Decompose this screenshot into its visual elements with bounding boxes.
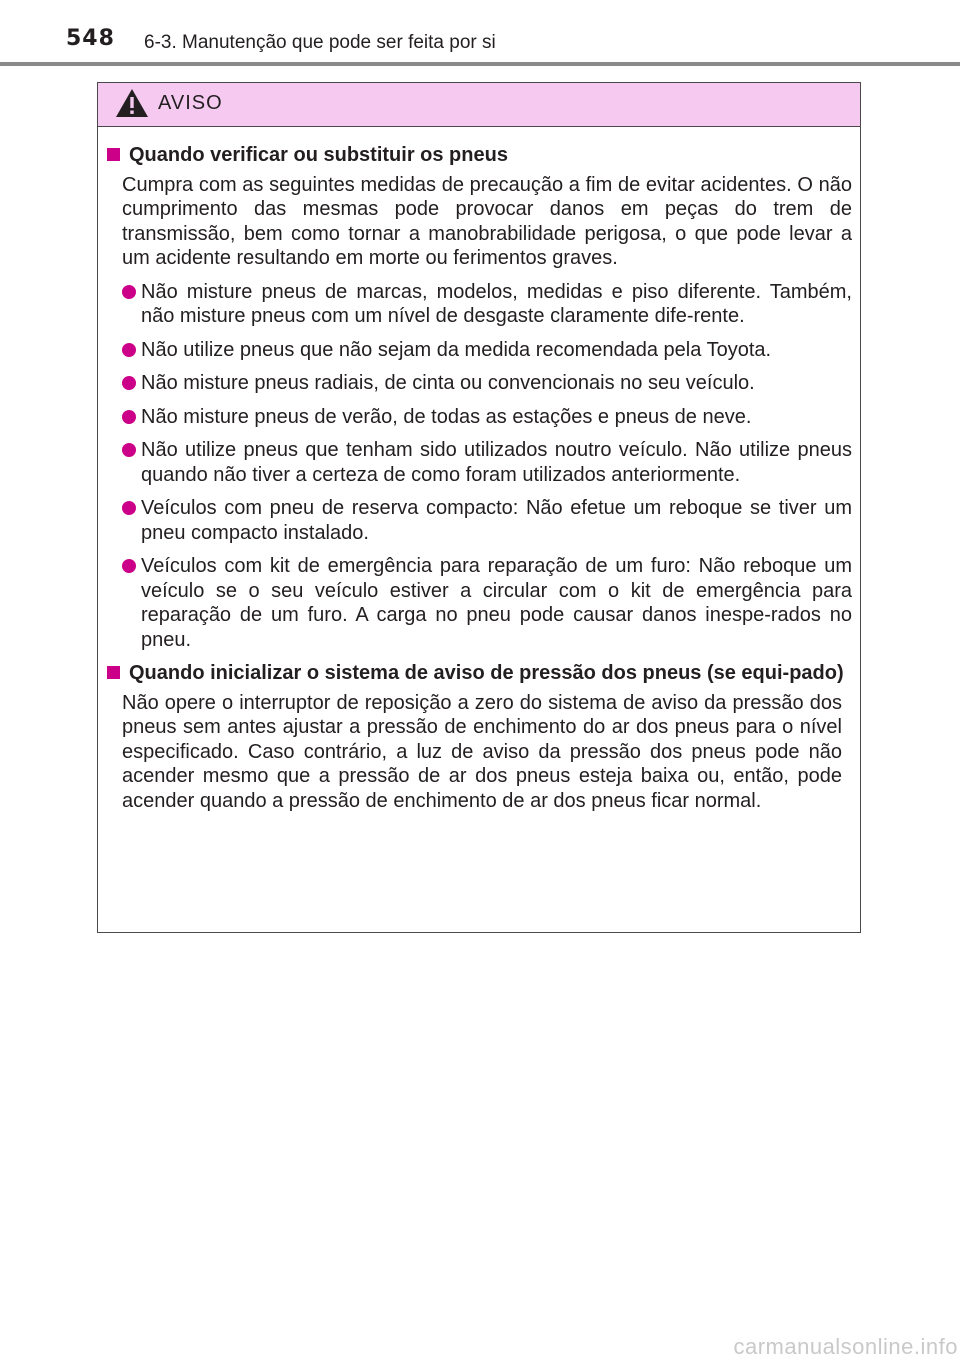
warning-box: [97, 82, 861, 933]
list-item: [106, 338, 852, 363]
warning-title: AVISO: [158, 92, 223, 114]
section-heading-pressure-system: [106, 661, 852, 686]
section-title: 6-3. Manutenção que pode ser feita por si: [144, 32, 496, 53]
list-item-text: Veículos com kit de emergência para reparação de um furo: Não reboque um veículo se o seu veículo estiver a circular com o kit de emergência para reparação de um furo. A carga no pneu pode causar danos inespe-rados no pneu.: [141, 555, 852, 651]
pressure-paragraph: Não opere o interruptor de reposição a zero do sistema de aviso da pressão dos pneus sem antes ajustar a pressão de enchimento do ar dos pneus para o nível especificado. Caso contrário, a luz de aviso da pressão dos pneus pode não acender mesmo que a pressão de ar dos pneus esteja baixa ou, então, pode acender quando a pressão de enchimento de ar dos pneus ficar normal.: [122, 691, 842, 812]
header-rule: [0, 62, 960, 66]
list-item: [106, 405, 852, 430]
page-header: [0, 0, 960, 64]
round-bullet-icon: [122, 343, 136, 357]
list-item: [106, 438, 852, 487]
list-item-text: Não utilize pneus que tenham sido utilizados noutro veículo. Não utilize pneus quando não tiver a certeza de como foram utilizados anteriormente.: [141, 439, 852, 486]
list-item: [106, 496, 852, 545]
list-item-text: Não misture pneus de marcas, modelos, medidas e piso diferente. Também, não misture pneus com um nível de desgaste claramente dife-rente.: [141, 280, 852, 327]
list-item-text: Não misture pneus de verão, de todas as estações e pneus de neve.: [141, 405, 752, 428]
page-number: 548: [66, 26, 115, 51]
list-item: [106, 371, 852, 396]
round-bullet-icon: [122, 559, 136, 573]
round-bullet-icon: [122, 376, 136, 390]
intro-paragraph: Cumpra com as seguintes medidas de precaução a fim de evitar acidentes. O não cumprimento das mesmas pode provocar danos em peças do trem de transmissão, bem como tornar a manobrabilidade perigosa, o que pode levar a um acidente resultando em morte ou ferimentos graves.: [122, 173, 852, 269]
square-bullet-icon: [107, 666, 120, 679]
list-item: [106, 280, 852, 329]
heading-text: Quando verificar ou substituir os pneus: [129, 144, 508, 166]
warning-header: [98, 83, 860, 127]
warning-content: [98, 127, 860, 813]
round-bullet-icon: [122, 501, 136, 515]
round-bullet-icon: [122, 410, 136, 424]
heading-text: Quando inicializar o sistema de aviso de pressão dos pneus (se equi-pado): [129, 662, 844, 684]
list-item-text: Não misture pneus radiais, de cinta ou convencionais no seu veículo.: [141, 372, 755, 394]
list-item-text: Veículos com pneu de reserva compacto: Não efetue um reboque se tiver um pneu compacto instalado.: [141, 497, 852, 544]
round-bullet-icon: [122, 285, 136, 299]
section-heading-tyres: [106, 143, 852, 168]
warning-triangle-icon: [115, 88, 149, 118]
watermark: carmanualsonline.info: [733, 1334, 958, 1359]
list-item: [106, 554, 852, 652]
list-item-text: Não utilize pneus que não sejam da medida recomendada pela Toyota.: [141, 338, 772, 361]
square-bullet-icon: [107, 148, 120, 161]
round-bullet-icon: [122, 443, 136, 457]
